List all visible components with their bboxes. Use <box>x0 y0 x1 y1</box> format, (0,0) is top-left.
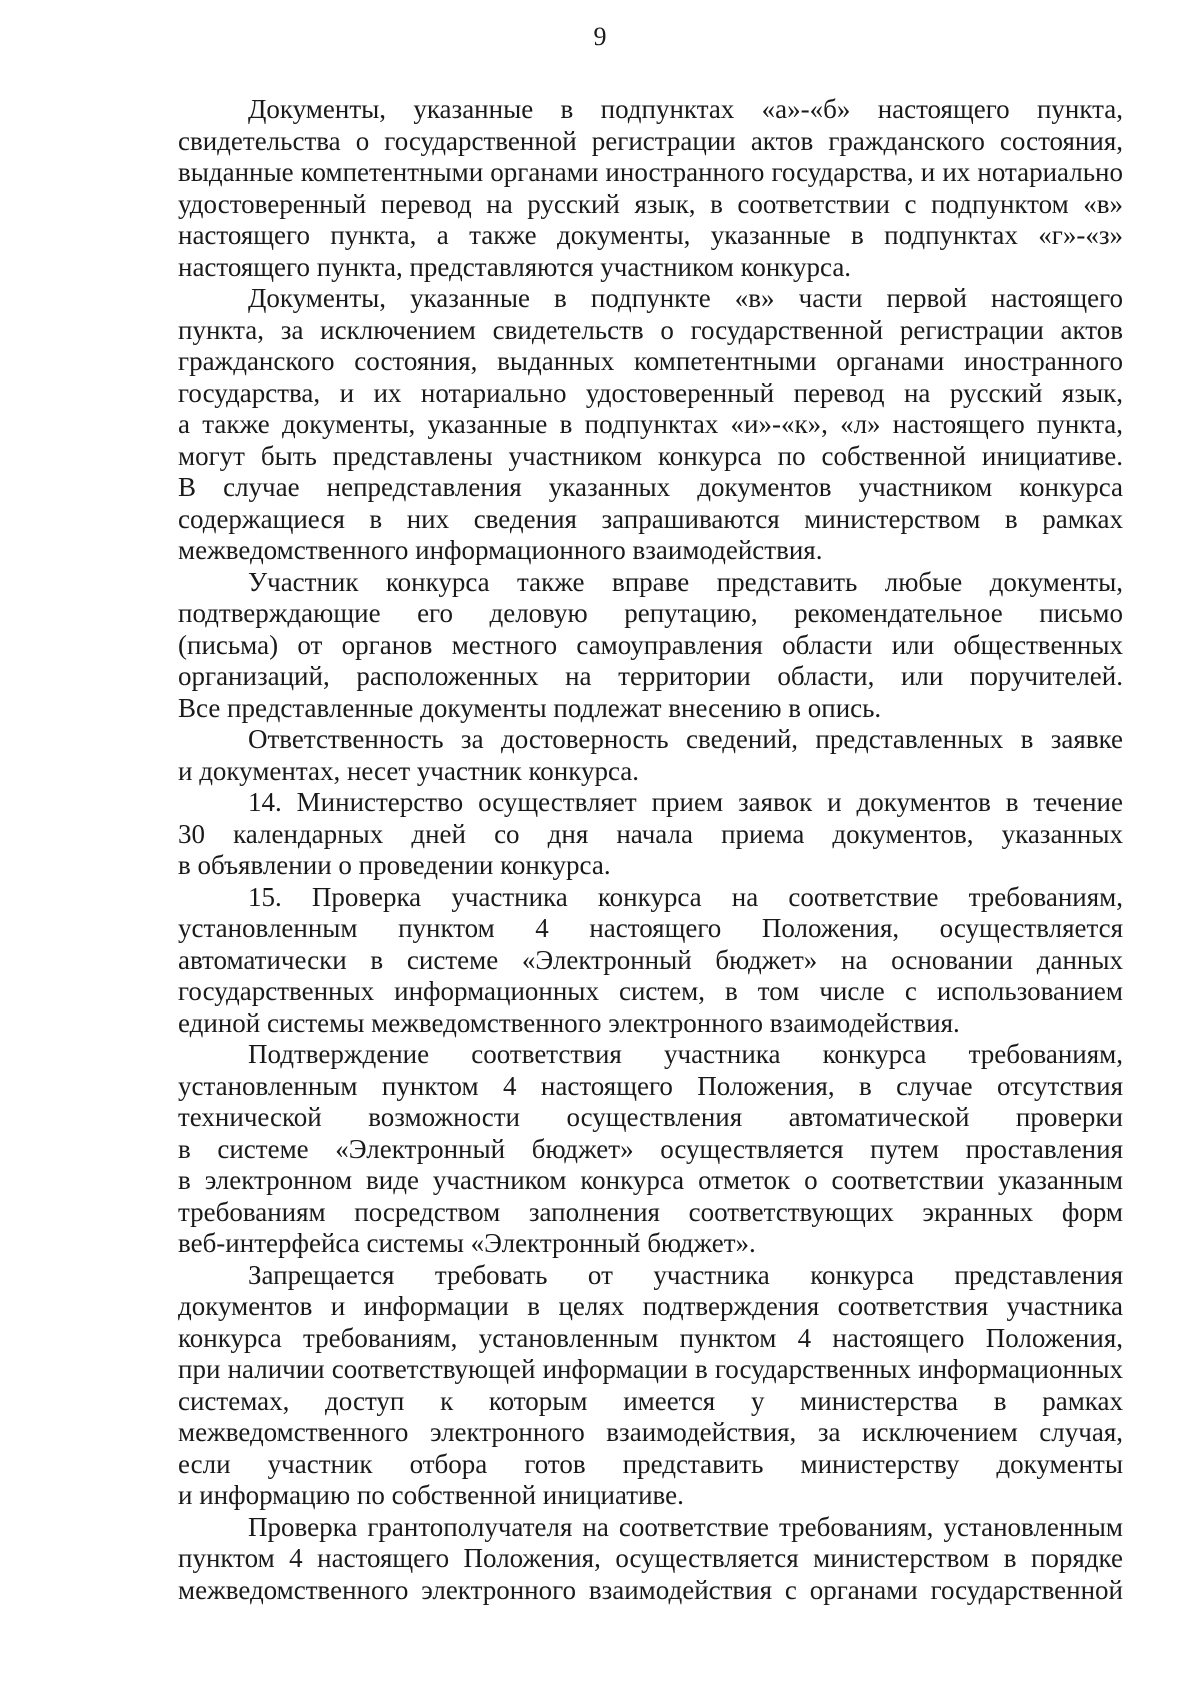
text-line: государства, и их нотариально удостоверенный перевод на русский язык, <box>178 377 1123 408</box>
paragraph <box>178 283 1123 567</box>
paragraph <box>178 567 1123 725</box>
text-line: подтверждающие его деловую репутацию, рекомендательное письмо <box>178 598 1123 628</box>
text-line: выданные компетентными органами иностранного государства, и их нотариально <box>178 157 1123 187</box>
text-line: Все представленные документы подлежат внесению в опись. <box>178 692 882 723</box>
paragraph <box>178 882 1123 1040</box>
paragraph <box>178 1039 1123 1260</box>
text-line: системах, доступ к которым имеется у министерства в рамках <box>178 1385 1123 1416</box>
text-line: гражданского состояния, выданных компетентными органами иностранного <box>178 346 1123 376</box>
paragraph <box>178 787 1123 882</box>
page-number: 9 <box>593 22 607 51</box>
text-line: установленным пунктом 4 настоящего Положения, в случае отсутствия <box>178 1070 1123 1101</box>
text-line: 14. Министерство осуществляет прием заявок и документов в течение <box>248 787 1123 817</box>
text-line: технической возможности осуществления автоматической проверки <box>178 1102 1123 1132</box>
text-line: Подтверждение соответствия участника конкурса требованиям, <box>248 1039 1123 1069</box>
text-line: Проверка грантополучателя на соответствие требованиям, установленным <box>248 1511 1123 1542</box>
text-line: а также документы, указанные в подпунктах «и»-«к», «л» настоящего пункта, <box>178 409 1123 439</box>
text-line: Запрещается требовать от участника конкурса представления <box>248 1259 1123 1290</box>
text-line: настоящего пункта, а также документы, указанные в подпунктах «г»-«з» <box>178 220 1123 250</box>
text-line: государственных информационных систем, в том числе с использованием <box>178 976 1123 1006</box>
text-line: 15. Проверка участника конкурса на соответствие требованиям, <box>248 881 1123 912</box>
text-line: межведомственного электронного взаимодействия с органами государственной <box>178 1574 1123 1605</box>
paragraph <box>178 1512 1123 1607</box>
text-line: требованиям посредством заполнения соответствующих экранных форм <box>178 1196 1123 1227</box>
text-line: конкурса требованиям, установленным пунктом 4 настоящего Положения, <box>178 1322 1123 1353</box>
paragraph <box>178 1260 1123 1512</box>
text-line: В случае непредставления указанных документов участником конкурса <box>178 472 1123 502</box>
text-line: в электронном виде участником конкурса отметок о соответствии указанным <box>178 1165 1123 1195</box>
text-line: содержащиеся в них сведения запрашиваются министерством в рамках <box>178 503 1123 534</box>
text-line: и документах, несет участник конкурса. <box>178 755 639 786</box>
text-line: установленным пунктом 4 настоящего Положения, осуществляется <box>178 913 1123 943</box>
document-body <box>178 94 1123 1606</box>
text-line: организаций, расположенных на территории области, или поручителей. <box>178 661 1123 691</box>
text-line: пункта, за исключением свидетельств о государственной регистрации актов <box>178 314 1123 345</box>
paragraph <box>178 724 1123 787</box>
text-line: документов и информации в целях подтверждения соответствия участника <box>178 1291 1123 1321</box>
text-line: веб-интерфейса системы «Электронный бюджет». <box>178 1228 756 1258</box>
text-line: Участник конкурса также вправе представить любые документы, <box>248 566 1123 597</box>
text-line: 30 календарных дней со дня начала приема документов, указанных <box>178 818 1123 849</box>
text-line: в системе «Электронный бюджет» осуществляется путем проставления <box>178 1133 1123 1164</box>
text-line: и информацию по собственной инициативе. <box>178 1480 684 1510</box>
text-line: если участник отбора готов представить министерству документы <box>178 1448 1123 1479</box>
text-line: свидетельства о государственной регистрации актов гражданского состояния, <box>178 125 1123 156</box>
text-line: Документы, указанные в подпунктах «а»-«б» настоящего пункта, <box>248 94 1123 124</box>
text-line: при наличии соответствующей информации в государственных информационных <box>178 1354 1123 1384</box>
text-line: единой системы межведомственного электронного взаимодействия. <box>178 1007 960 1038</box>
paragraph <box>178 94 1123 283</box>
text-line: Ответственность за достоверность сведений, представленных в заявке <box>248 724 1123 754</box>
text-line: в объявлении о проведении конкурса. <box>178 850 611 880</box>
text-line: Документы, указанные в подпункте «в» части первой настоящего <box>248 283 1123 313</box>
text-line: удостоверенный перевод на русский язык, в соответствии с подпунктом «в» <box>178 188 1123 219</box>
text-line: автоматически в системе «Электронный бюджет» на основании данных <box>178 944 1123 975</box>
text-line: настоящего пункта, представляются участником конкурса. <box>178 251 852 282</box>
text-line: могут быть представлены участником конкурса по собственной инициативе. <box>178 440 1123 471</box>
text-line: пунктом 4 настоящего Положения, осуществляется министерством в порядке <box>178 1543 1123 1573</box>
text-line: (письма) от органов местного самоуправления области или общественных <box>178 629 1123 660</box>
text-line: межведомственного информационного взаимодействия. <box>178 535 823 565</box>
text-line: межведомственного электронного взаимодействия, за исключением случая, <box>178 1417 1123 1447</box>
